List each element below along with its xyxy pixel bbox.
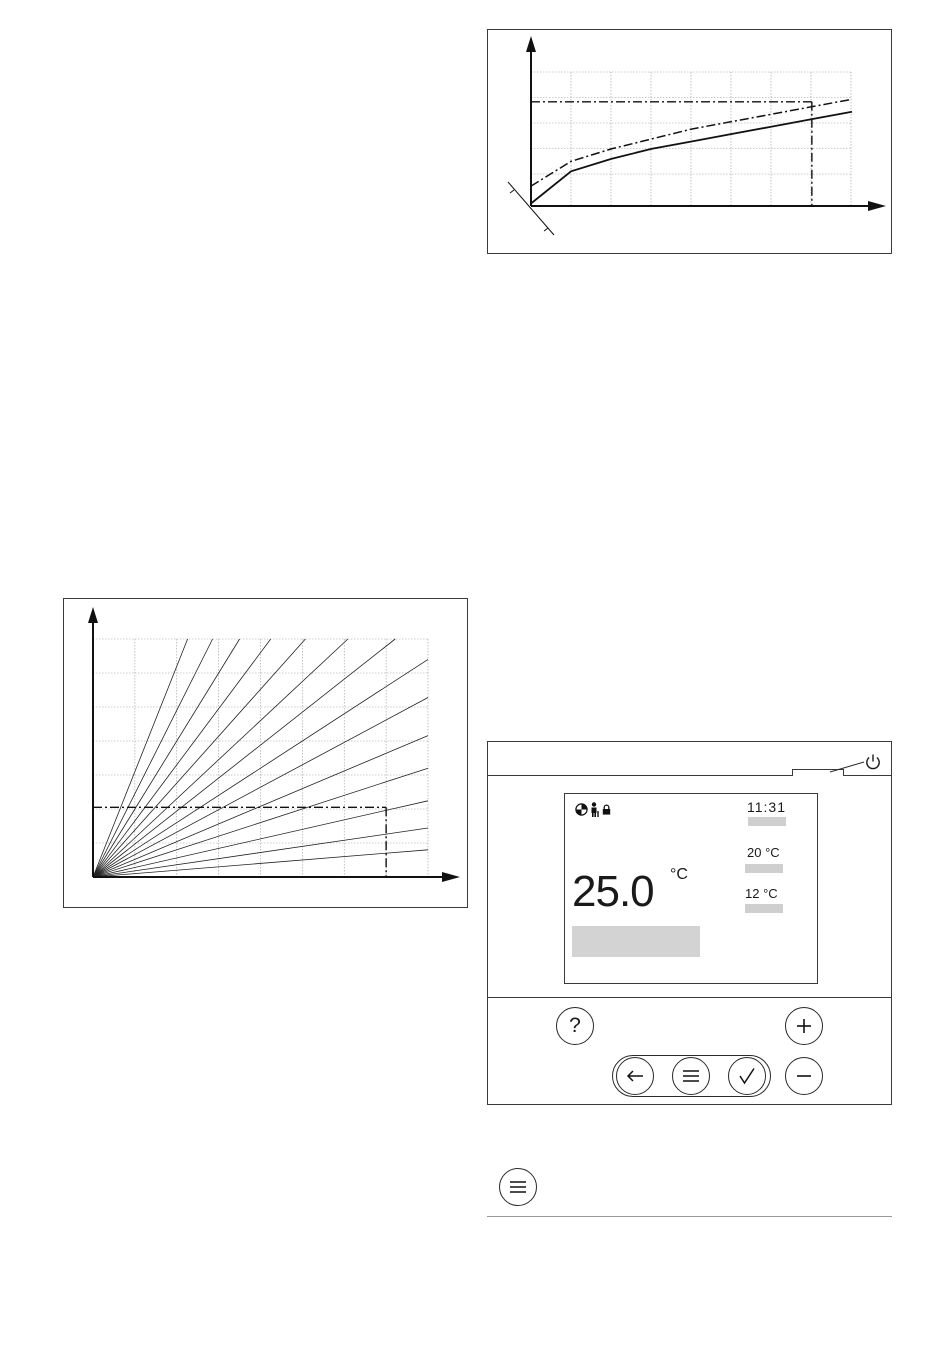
temperature-placeholder-bar-1 (745, 864, 783, 873)
plus-icon (796, 1018, 812, 1034)
menu-icon (682, 1069, 700, 1083)
help-icon: ? (569, 1014, 581, 1037)
temperature-reading-1: 20 °C (747, 845, 780, 860)
status-text-placeholder (572, 926, 700, 957)
x-axis-arrow (442, 872, 460, 882)
heating-curve-13 (93, 639, 213, 877)
main-temperature: 25.0 (572, 867, 654, 916)
panel-divider (488, 997, 891, 998)
power-icon[interactable] (864, 753, 882, 771)
offset-marker-tick (510, 190, 514, 193)
heating-curve-1 (93, 850, 428, 877)
control-panel (487, 741, 892, 1105)
back-button[interactable] (616, 1057, 654, 1095)
clock-placeholder-bar (748, 817, 786, 826)
heating-curve-10 (93, 639, 305, 877)
clock-display: 11:31 (747, 799, 786, 815)
lock-icon (602, 804, 611, 815)
temperature-placeholder-bar-2 (745, 904, 783, 913)
section-divider (487, 1216, 892, 1217)
plus-button[interactable] (785, 1007, 823, 1045)
minus-icon (796, 1068, 812, 1084)
ok-button[interactable] (728, 1057, 766, 1095)
curve-series-2 (531, 99, 852, 186)
menu-button[interactable] (672, 1057, 710, 1095)
curve-chart (488, 30, 891, 253)
minus-button[interactable] (785, 1057, 823, 1095)
heating-curve-9 (93, 639, 348, 877)
heating-curve-3 (93, 801, 428, 877)
status-icons (575, 801, 611, 817)
x-axis-arrow (868, 201, 886, 211)
heating-curve-4 (93, 768, 428, 877)
menu-button-reference[interactable] (499, 1168, 537, 1206)
main-temperature-unit: °C (670, 866, 688, 883)
person-icon (590, 802, 600, 817)
y-axis-arrow (88, 607, 98, 623)
heating-curves-chart (64, 599, 467, 907)
display-screen (564, 793, 818, 984)
temperature-reading-2: 12 °C (745, 886, 778, 901)
help-button[interactable] (556, 1007, 594, 1045)
offset-marker-tick (544, 228, 548, 231)
back-arrow-icon (626, 1069, 644, 1083)
heating-curves-figure (63, 598, 468, 908)
menu-icon (509, 1180, 527, 1194)
checkmark-icon (738, 1067, 756, 1085)
leader-line (828, 760, 868, 774)
clock-program-icon (575, 803, 588, 816)
curve-figure (487, 29, 892, 254)
y-axis-arrow (526, 36, 536, 52)
heating-curve-14 (93, 639, 188, 877)
curve-series-1 (531, 112, 852, 204)
heating-curve-12 (93, 639, 240, 877)
